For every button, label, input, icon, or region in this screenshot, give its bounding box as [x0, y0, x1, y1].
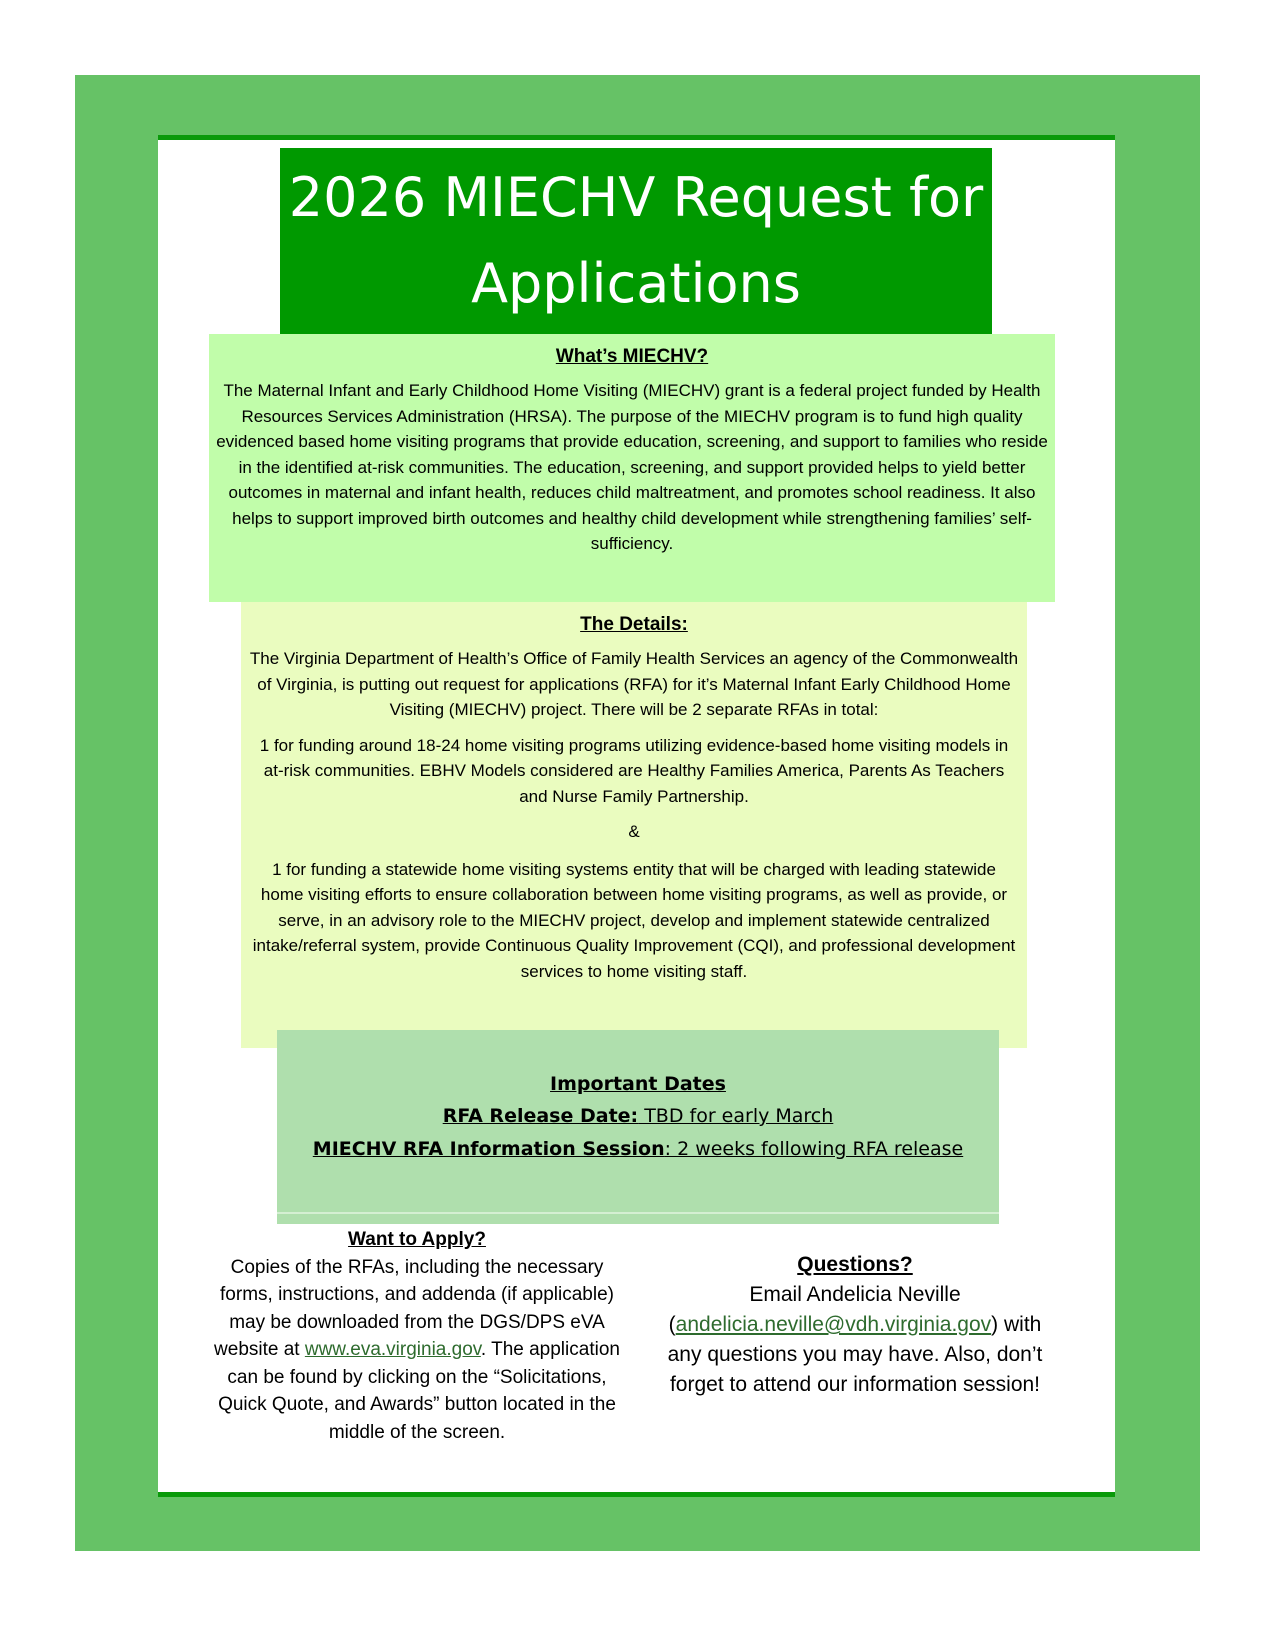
apply-text-before-link: Copies of the RFAs, including the necessary forms, instructions, and addenda (if applicable) may be downloaded from the DGS/DPS eVA website at — [214, 1256, 614, 1360]
info-session-date — [277, 1133, 999, 1166]
details-section — [241, 602, 1027, 1048]
dates-divider — [277, 1212, 999, 1214]
whats-miechv-heading: What’s MIECHV? — [555, 346, 709, 367]
page-title: 2026 MIECHV Request for Applications — [288, 166, 984, 315]
questions-section — [660, 1250, 1050, 1400]
eva-website-link[interactable]: www.eva.virginia.gov — [304, 1339, 481, 1360]
info-session-value: : 2 weeks following RFA release — [664, 1138, 964, 1160]
rfa-release-date — [277, 1100, 999, 1133]
email-paren-open: ( — [668, 1313, 676, 1336]
email-paren-close: ) — [991, 1313, 999, 1336]
details-intro: The Virginia Department of Health’s Office of Family Health Services an agency of the Commonwealth of Virginia, is putting out request for applications (RFA) for it’s Maternal Infant Early Childhood Home Visiting (MIECHV) project. There will be 2 separate RFAs in total: — [249, 649, 1019, 719]
rfa-release-label: RFA Release Date: — [442, 1105, 639, 1127]
whats-miechv-section — [209, 334, 1055, 602]
details-ampersand: & — [628, 822, 640, 841]
want-to-apply-heading: Want to Apply? — [348, 1229, 486, 1250]
details-rfa-one: 1 for funding around 18-24 home visiting programs utilizing evidence-based home visiting models in at-risk communities. EBHV Models considered are Healthy Families America, Parents As Teachers and Nurse Family Partnership. — [259, 735, 1009, 806]
questions-body — [660, 1310, 1050, 1400]
whats-miechv-body: The Maternal Infant and Early Childhood Home Visiting (MIECHV) grant is a federal project funded by Health Resources Services Administration (HRSA). The purpose of the MIECHV program is to fund high quality evidenced based home visiting programs that provide education, screening, and support to families who reside in the identified at-risk communities. The education, screening, and support provided helps to yield better outcomes in maternal and infant health, reduces child maltreatment, and promotes school readiness. It also helps to support improved birth outcomes and healthy child development while strengthening families’ self-sufficiency. — [216, 381, 1048, 553]
rfa-release-value: TBD for early March — [638, 1105, 834, 1127]
contact-email-link[interactable]: andelicia.neville@vdh.virginia.gov — [675, 1313, 992, 1336]
important-dates-section — [277, 1030, 999, 1224]
questions-text-after-email: with any questions you may have. Also, don’t forget to attend our information session! — [667, 1313, 1043, 1396]
details-rfa-two: 1 for funding a statewide home visiting systems entity that will be charged with leading statewide home visiting efforts to ensure collaboration between home visiting programs, as well as provide, or serve, in an advisory role to the MIECHV project, develop and implement statewide centralized intake/referral system, provide Continuous Quality Improvement (CQI), and professional development services to home visiting staff. — [252, 859, 1016, 981]
details-heading: The Details: — [580, 614, 688, 635]
info-session-label: MIECHV RFA Information Session — [312, 1138, 665, 1160]
apply-text-after-link: . The application can be found by clicking on the “Solicitations, Quick Quote, and Awards” button located in the middle of the screen. — [218, 1339, 620, 1443]
title-banner — [280, 148, 992, 334]
questions-contact-line: Email Andelicia Neville — [749, 1283, 961, 1306]
want-to-apply-section — [207, 1226, 627, 1446]
questions-heading: Questions? — [797, 1253, 913, 1276]
important-dates-heading: Important Dates — [550, 1073, 726, 1095]
want-to-apply-body — [207, 1254, 627, 1447]
